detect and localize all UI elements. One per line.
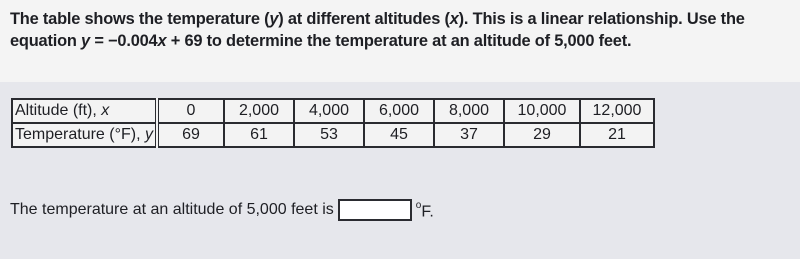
- table-cell: 12,000: [580, 99, 654, 123]
- table-cell: 53: [294, 123, 364, 147]
- table-cell: 69: [157, 123, 224, 147]
- table-cell: 0: [157, 99, 224, 123]
- answer-line: [10, 197, 434, 223]
- unit-label: $^o$F.: [415, 200, 434, 221]
- answer-prompt: The temperature at an altitude of 5,000 feet is: [10, 201, 334, 219]
- table-cell: 6,000: [364, 99, 434, 123]
- table-cell: 21: [580, 123, 654, 147]
- table-row-temperature: [12, 123, 654, 147]
- table-cell: 29: [504, 123, 580, 147]
- table-cell: 61: [224, 123, 294, 147]
- table-cell: 4,000: [294, 99, 364, 123]
- row-label-temperature: Temperature (°F), y: [12, 123, 157, 147]
- table-cell: 45: [364, 123, 434, 147]
- table-cell: 8,000: [434, 99, 504, 123]
- answer-input-box[interactable]: [338, 199, 412, 221]
- altitude-temperature-table: [11, 98, 655, 148]
- row-label-altitude: Altitude (ft), x: [12, 99, 157, 123]
- table-row-altitude: [12, 99, 654, 123]
- table-cell: 37: [434, 123, 504, 147]
- table-cell: 2,000: [224, 99, 294, 123]
- question-text: The table shows the temperature (y) at different altitudes (x). This is a linear relationship. Use the equation y = −0.004x + 69 to determine the temperature at an altitude of 5,000 feet.: [10, 10, 745, 50]
- table-cell: 10,000: [504, 99, 580, 123]
